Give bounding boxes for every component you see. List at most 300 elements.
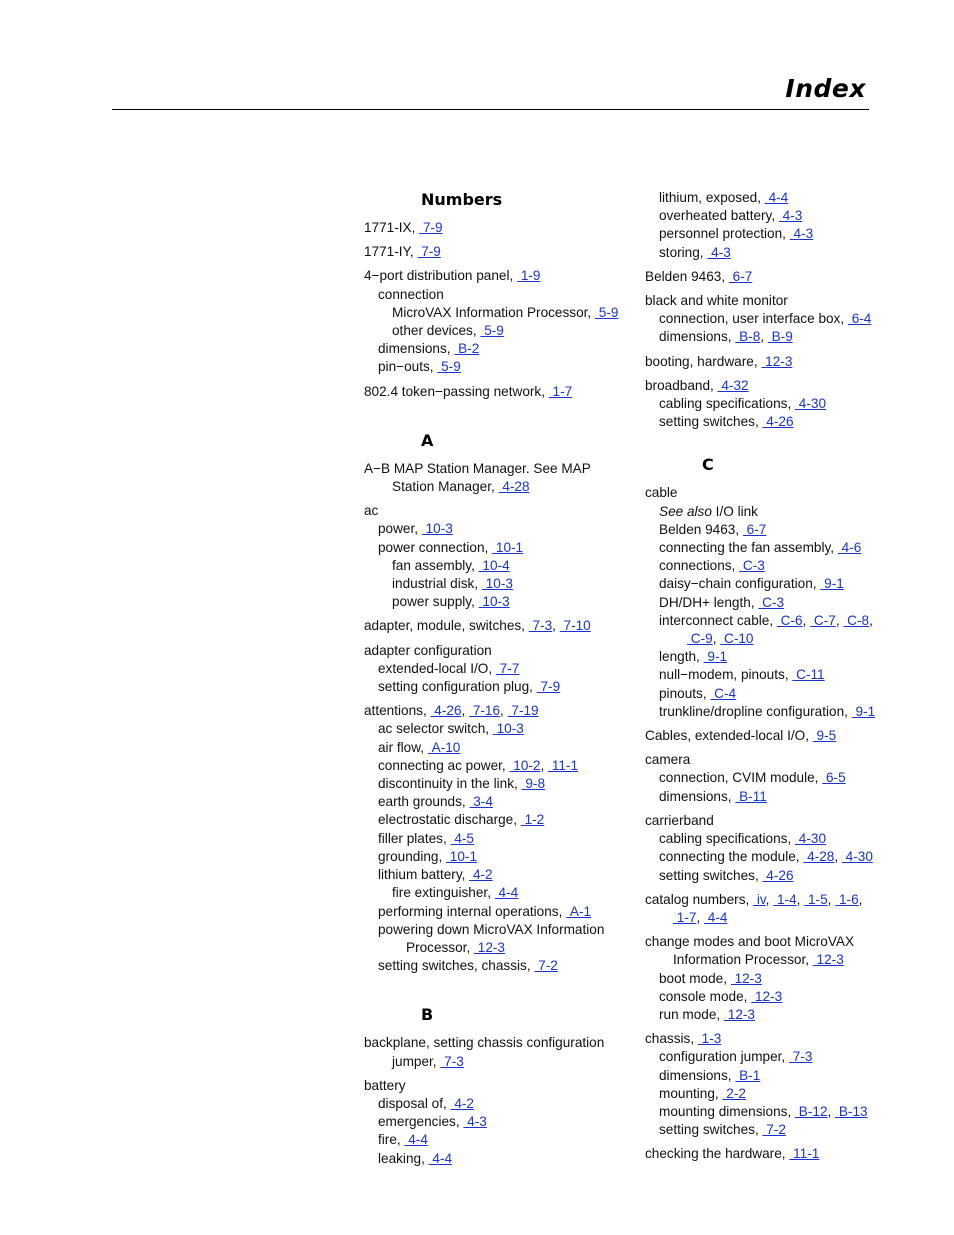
index-term: discontinuity in the link,	[378, 776, 518, 792]
index-line	[645, 503, 905, 521]
index-column-right	[645, 189, 905, 1170]
index-line: interconnect cable, C-6, C-7, C-8,	[659, 612, 873, 628]
index-line	[364, 557, 624, 575]
page-reference-link[interactable]: 10-1	[492, 539, 524, 555]
index-line	[645, 207, 905, 225]
page-reference-link[interactable]: 7-2	[762, 1122, 786, 1138]
page-reference-link[interactable]: 1-5	[804, 891, 828, 907]
page-reference-link[interactable]: B-9	[767, 329, 793, 345]
index-term: A−B MAP Station Manager. See MAP	[364, 460, 591, 476]
page-reference-link[interactable]: 11-1	[548, 757, 579, 773]
page-reference-link[interactable]: 7-3	[440, 1053, 464, 1069]
index-line: connecting the module, 4-28, 4-30	[659, 849, 873, 865]
index-entry	[645, 751, 905, 806]
index-term: MicroVAX Information Processor,	[392, 304, 592, 320]
index-line	[364, 502, 624, 520]
page-reference-link[interactable]: C-3	[739, 558, 765, 574]
index-term: connecting the module,	[659, 849, 800, 865]
index-term: run mode,	[659, 1006, 721, 1022]
page-reference-link[interactable]: 6-5	[822, 770, 846, 786]
index-line	[364, 267, 624, 285]
index-term: black and white monitor	[645, 293, 788, 309]
index-term: ac selector switch,	[378, 721, 490, 737]
page-reference-link[interactable]: 7-9	[536, 679, 561, 695]
page-reference-link[interactable]: 10-3	[481, 576, 513, 592]
index-term: performing internal operations,	[378, 903, 563, 919]
page-reference-link[interactable]: 4-6	[837, 540, 862, 556]
page-reference-link[interactable]: 4-30	[795, 831, 826, 847]
page-reference-link[interactable]: 7-10	[559, 618, 591, 634]
index-entry	[645, 353, 905, 371]
index-line	[645, 788, 905, 806]
index-line	[645, 751, 905, 769]
index-line	[364, 1095, 624, 1113]
section-heading: B	[421, 1005, 434, 1025]
index-term: Information Processor,	[673, 952, 809, 968]
index-line	[645, 395, 905, 413]
index-line	[645, 225, 905, 243]
index-term: 4−port distribution panel,	[364, 268, 514, 284]
index-entry	[645, 268, 905, 286]
index-term: personnel protection,	[659, 226, 786, 242]
page-reference-link[interactable]: 10-1	[446, 848, 478, 864]
index-line	[645, 703, 905, 721]
index-term: broadband,	[645, 377, 714, 393]
page-reference-link[interactable]: A-10	[427, 739, 461, 755]
index-entry	[364, 219, 624, 237]
index-term: adapter, module, switches,	[364, 618, 525, 634]
page-reference-link[interactable]: 5-9	[437, 359, 461, 375]
page-reference-link[interactable]: 12-3	[751, 988, 783, 1004]
index-term: filler plates,	[378, 830, 447, 846]
page-reference-link[interactable]: 7-3	[788, 1049, 813, 1065]
index-line	[364, 358, 624, 376]
section-heading: A	[421, 430, 434, 450]
index-term: 802.4 token−passing network,	[364, 383, 545, 399]
page-reference-link[interactable]: 4-26	[762, 414, 794, 430]
index-line	[364, 884, 624, 902]
index-term: setting configuration plug,	[378, 679, 533, 695]
index-entry	[364, 243, 624, 261]
index-line	[364, 957, 624, 975]
page-reference-link[interactable]: 12-3	[474, 939, 505, 955]
index-term: power,	[378, 521, 419, 537]
index-term: other devices,	[392, 323, 477, 339]
page-title: Index	[785, 74, 866, 103]
index-term: overheated battery,	[659, 208, 776, 224]
index-line	[364, 1034, 624, 1052]
index-entry	[364, 1034, 624, 1070]
page-reference-link[interactable]: 1-4	[773, 891, 797, 907]
page-reference-link[interactable]: 2-2	[722, 1085, 746, 1101]
index-term: battery	[364, 1077, 406, 1093]
page-reference-link[interactable]: 7-3	[528, 618, 553, 634]
index-term: fire,	[378, 1132, 401, 1148]
index-term: DH/DH+ length,	[659, 594, 755, 610]
index-term: I/O link	[711, 503, 758, 519]
index-entry	[645, 377, 905, 432]
index-entry	[645, 812, 905, 885]
page-reference-link[interactable]: 4-4	[428, 1150, 453, 1166]
page-reference-link[interactable]: 12-3	[730, 970, 762, 986]
index-term: fan assembly,	[392, 557, 475, 573]
index-term: earth grounds,	[378, 794, 466, 810]
page-reference-link[interactable]: 9-1	[820, 576, 844, 592]
index-entry	[645, 1145, 905, 1163]
page-reference-link[interactable]: 4-3	[463, 1114, 487, 1130]
index-line	[645, 769, 905, 787]
page-reference-link[interactable]: 1-7	[673, 909, 697, 925]
index-term: Processor,	[406, 939, 471, 955]
index-line	[364, 793, 624, 811]
page-reference-link[interactable]: 5-9	[594, 304, 619, 320]
index-line	[645, 988, 905, 1006]
index-term: connections,	[659, 558, 736, 574]
page-reference-link[interactable]: 4-4	[494, 885, 519, 901]
index-term: grounding,	[378, 848, 443, 864]
index-line	[364, 1113, 624, 1131]
index-line	[645, 244, 905, 262]
index-line	[364, 720, 624, 738]
index-term: leaking,	[378, 1150, 425, 1166]
index-entry	[645, 484, 905, 721]
index-line	[364, 286, 624, 304]
index-term: configuration jumper,	[659, 1049, 786, 1065]
index-line	[645, 727, 905, 745]
page-reference-link[interactable]: 5-9	[480, 323, 504, 339]
page-reference-link[interactable]: 9-1	[851, 703, 876, 719]
index-line	[364, 921, 624, 939]
page-reference-link[interactable]: 6-7	[728, 268, 753, 284]
index-term: booting, hardware,	[645, 353, 758, 369]
index-line	[364, 304, 624, 322]
index-line	[364, 739, 624, 757]
page-reference-link[interactable]: 1-6	[835, 891, 859, 907]
page-reference-link[interactable]: 4-2	[450, 1095, 474, 1111]
index-term: connecting ac power,	[378, 757, 506, 773]
page-reference-link[interactable]: 10-3	[478, 594, 510, 610]
index-term: ac	[364, 503, 379, 519]
index-line	[364, 575, 624, 593]
page-reference-link[interactable]: 4-30	[841, 849, 873, 865]
index-term: setting switches,	[659, 867, 759, 883]
index-line	[364, 383, 624, 401]
index-term: jumper,	[392, 1053, 437, 1069]
index-entry	[364, 702, 624, 975]
index-entry	[645, 189, 905, 262]
index-term: connection	[378, 286, 444, 302]
page-reference-link[interactable]: iv	[753, 891, 766, 907]
page-reference-link[interactable]: B-13	[835, 1103, 868, 1119]
index-line	[364, 1077, 624, 1095]
index-term: daisy−chain configuration,	[659, 576, 817, 592]
page-reference-link[interactable]: 10-4	[478, 557, 510, 573]
index-term: Belden 9463,	[645, 268, 726, 284]
index-term: console mode,	[659, 988, 748, 1004]
index-line	[364, 478, 624, 496]
page-reference-link[interactable]: B-11	[735, 788, 767, 804]
index-term: interconnect cable,	[659, 612, 774, 628]
index-line	[645, 521, 905, 539]
page-reference-link[interactable]: 9-1	[703, 649, 728, 665]
index-line	[645, 539, 905, 557]
page-reference-link[interactable]: 12-3	[724, 1006, 755, 1022]
index-line	[645, 666, 905, 684]
index-term: chassis,	[645, 1031, 695, 1047]
see-also-label: See also	[659, 503, 712, 519]
index-term: dimensions,	[659, 329, 732, 345]
index-entry	[645, 292, 905, 347]
index-term: industrial disk,	[392, 576, 479, 592]
page-reference-link[interactable]: 4-30	[795, 396, 826, 412]
page-reference-link[interactable]: 12-3	[761, 353, 793, 369]
index-line: dimensions, B-8, B-9	[659, 329, 793, 345]
page-reference-link[interactable]: 4-2	[469, 867, 493, 883]
index-term: Belden 9463,	[659, 521, 740, 537]
index-term: dimensions,	[378, 341, 451, 357]
index-entry	[364, 502, 624, 611]
index-entry	[364, 1077, 624, 1168]
index-line	[364, 939, 624, 957]
page-reference-link[interactable]: 7-16	[469, 703, 501, 719]
index-term: mounting,	[659, 1085, 719, 1101]
index-line	[645, 830, 905, 848]
page-reference-link[interactable]: 7-9	[417, 244, 441, 260]
page-reference-link[interactable]: C-3	[758, 594, 785, 610]
index-line	[645, 557, 905, 575]
page-reference-link[interactable]: 9-5	[812, 728, 837, 744]
index-term: power supply,	[392, 594, 475, 610]
page-reference-link[interactable]: 4-4	[704, 909, 728, 925]
page-reference-link[interactable]: 11-1	[789, 1146, 820, 1162]
page-reference-link[interactable]: 1-2	[520, 812, 545, 828]
index-line	[645, 353, 905, 371]
index-line	[364, 830, 624, 848]
index-line	[364, 460, 624, 478]
page-reference-link[interactable]: 7-7	[495, 660, 520, 676]
index-entry	[364, 642, 624, 697]
page-reference-link[interactable]: 10-2	[509, 757, 541, 773]
index-term: carrierband	[645, 812, 714, 828]
index-line	[645, 594, 905, 612]
page-reference-link[interactable]: 7-2	[534, 958, 558, 974]
page-reference-link[interactable]: 6-7	[742, 521, 767, 537]
page-reference-link[interactable]: 9-8	[521, 776, 546, 792]
index-entry	[364, 383, 624, 401]
page-reference-link[interactable]: B-2	[454, 341, 480, 357]
page-reference-link[interactable]: B-1	[735, 1067, 761, 1083]
index-line	[364, 243, 624, 261]
index-entry	[364, 460, 624, 496]
index-term: emergencies,	[378, 1114, 460, 1130]
index-line	[364, 775, 624, 793]
index-line	[364, 219, 624, 237]
index-line: C-9, C-10	[687, 631, 754, 647]
index-term: storing,	[659, 244, 704, 260]
index-line	[645, 310, 905, 328]
index-line	[364, 903, 624, 921]
page-reference-link[interactable]: 4-3	[707, 244, 731, 260]
trailing-comma: ,	[869, 612, 873, 628]
page-reference-link[interactable]: 7-19	[507, 703, 539, 719]
index-term: catalog numbers,	[645, 891, 750, 907]
index-line	[645, 685, 905, 703]
index-line	[645, 867, 905, 885]
index-line	[364, 1131, 624, 1149]
index-line	[364, 642, 624, 660]
index-entry	[645, 933, 905, 1024]
index-term: powering down MicroVAX Information	[378, 921, 605, 937]
index-line	[364, 340, 624, 358]
index-term: change modes and boot MicroVAX	[645, 934, 855, 950]
index-line	[364, 848, 624, 866]
index-term: setting switches,	[659, 414, 759, 430]
index-line	[645, 1048, 905, 1066]
index-line: adapter, module, switches, 7-3, 7-10	[364, 618, 591, 634]
index-term: dimensions,	[659, 1067, 732, 1083]
trailing-comma: ,	[858, 891, 863, 907]
index-line	[645, 970, 905, 988]
page-reference-link[interactable]: 10-3	[492, 721, 524, 737]
page-reference-link[interactable]: 4-28	[803, 849, 835, 865]
index-line	[645, 648, 905, 666]
index-term: Station Manager,	[392, 479, 495, 495]
index-term: lithium, exposed,	[659, 190, 762, 205]
index-line: attentions, 4-26, 7-16, 7-19	[364, 703, 539, 719]
page-reference-link[interactable]: 3-4	[469, 794, 493, 810]
title-rule	[112, 109, 869, 110]
section-heading: C	[702, 455, 714, 475]
page-reference-link[interactable]: 1-7	[548, 383, 573, 399]
index-term: connection, user interface box,	[659, 311, 845, 327]
index-line	[645, 1030, 905, 1048]
index-term: 1771-IY,	[364, 244, 414, 260]
page-reference-link[interactable]: 6-4	[847, 311, 872, 327]
section-heading: Numbers	[421, 190, 503, 209]
index-line	[645, 575, 905, 593]
index-line	[645, 933, 905, 951]
index-line	[364, 1150, 624, 1168]
index-line	[645, 951, 905, 969]
page-reference-link[interactable]: 1-3	[697, 1031, 722, 1047]
index-line: 1-7, 4-4	[673, 909, 728, 925]
index-term: power connection,	[378, 539, 489, 555]
index-column-left	[364, 189, 624, 1174]
page-reference-link[interactable]: 4-26	[762, 867, 794, 883]
index-line	[364, 593, 624, 611]
index-term: pinouts,	[659, 685, 707, 701]
index-term: connecting the fan assembly,	[659, 540, 835, 556]
index-term: fire extinguisher,	[392, 885, 491, 901]
index-line	[364, 811, 624, 829]
page-reference-link[interactable]: 4-32	[717, 377, 749, 393]
index-term: camera	[645, 752, 691, 768]
index-term: adapter configuration	[364, 642, 492, 658]
index-line	[645, 189, 905, 207]
page-reference-link[interactable]: 4-28	[498, 479, 530, 495]
index-term: electrostatic discharge,	[378, 812, 518, 828]
index-entry	[645, 891, 905, 927]
index-entry	[364, 617, 624, 635]
page-reference-link[interactable]: 4-4	[404, 1132, 428, 1148]
page-reference-link[interactable]: C-6	[776, 612, 803, 628]
page-reference-link[interactable]: 4-3	[789, 226, 814, 242]
index-term: backplane, setting chassis configuration	[364, 1035, 605, 1051]
index-line	[645, 1121, 905, 1139]
index-term: setting switches, chassis,	[378, 958, 531, 974]
index-line	[645, 1145, 905, 1163]
index-line	[645, 377, 905, 395]
index-term: boot mode,	[659, 970, 728, 986]
index-line	[364, 539, 624, 557]
index-term: null−modem, pinouts,	[659, 667, 789, 683]
index-term: mounting dimensions,	[659, 1103, 792, 1119]
page-reference-link[interactable]: A-1	[566, 903, 592, 919]
page-reference-link[interactable]: B-12	[795, 1103, 828, 1119]
index-line	[645, 1085, 905, 1103]
page-reference-link[interactable]: C-11	[792, 667, 825, 683]
index-term: cabling specifications,	[659, 831, 792, 847]
page-reference-link[interactable]: C-4	[710, 685, 737, 701]
page-reference-link[interactable]: 4-5	[450, 830, 474, 846]
index-line	[645, 812, 905, 830]
page-reference-link[interactable]: 4-26	[430, 703, 462, 719]
index-term: air flow,	[378, 739, 425, 755]
index-entry	[645, 1030, 905, 1139]
page-reference-link[interactable]: 10-3	[421, 521, 453, 537]
index-line	[645, 1006, 905, 1024]
index-entry	[645, 727, 905, 745]
index-term: pin−outs,	[378, 359, 434, 375]
index-term: trunkline/dropline configuration,	[659, 703, 848, 719]
index-term: 1771-IX,	[364, 220, 416, 235]
index-term: extended-local I/O,	[378, 660, 493, 676]
page-reference-link[interactable]: C-8	[843, 612, 870, 628]
index-line	[364, 520, 624, 538]
page-reference-link[interactable]: 12-3	[812, 952, 844, 968]
index-line	[645, 413, 905, 431]
page-reference-link[interactable]: 1-9	[517, 268, 541, 284]
index-line	[364, 866, 624, 884]
index-line	[645, 1067, 905, 1085]
index-line	[645, 484, 905, 502]
index-term: setting switches,	[659, 1122, 759, 1138]
page-reference-link[interactable]: C-9	[687, 631, 713, 647]
page-reference-link[interactable]: B-8	[735, 329, 761, 345]
index-term: attentions,	[364, 703, 427, 719]
index-entry	[364, 267, 624, 376]
index-line: catalog numbers, iv, 1-4, 1-5, 1-6,	[645, 891, 863, 907]
index-line	[364, 678, 624, 696]
index-term: Cables, extended-local I/O,	[645, 728, 809, 744]
page-reference-link[interactable]: C-7	[810, 612, 836, 628]
page-reference-link[interactable]: 4-4	[764, 190, 789, 205]
index-term: connection, CVIM module,	[659, 770, 819, 786]
index-line	[645, 268, 905, 286]
index-term: cable	[645, 485, 678, 501]
index-line	[364, 660, 624, 678]
page-reference-link[interactable]: 4-3	[778, 208, 803, 224]
index-term: cabling specifications,	[659, 396, 792, 412]
index-term: length,	[659, 649, 700, 665]
page-reference-link[interactable]: 7-9	[419, 220, 443, 235]
index-line	[364, 1053, 624, 1071]
index-line: connecting ac power, 10-2, 11-1	[378, 757, 579, 773]
index-line: mounting dimensions, B-12, B-13	[659, 1103, 868, 1119]
page-reference-link[interactable]: C-10	[720, 631, 754, 647]
index-term: lithium battery,	[378, 867, 466, 883]
index-line	[364, 322, 624, 340]
